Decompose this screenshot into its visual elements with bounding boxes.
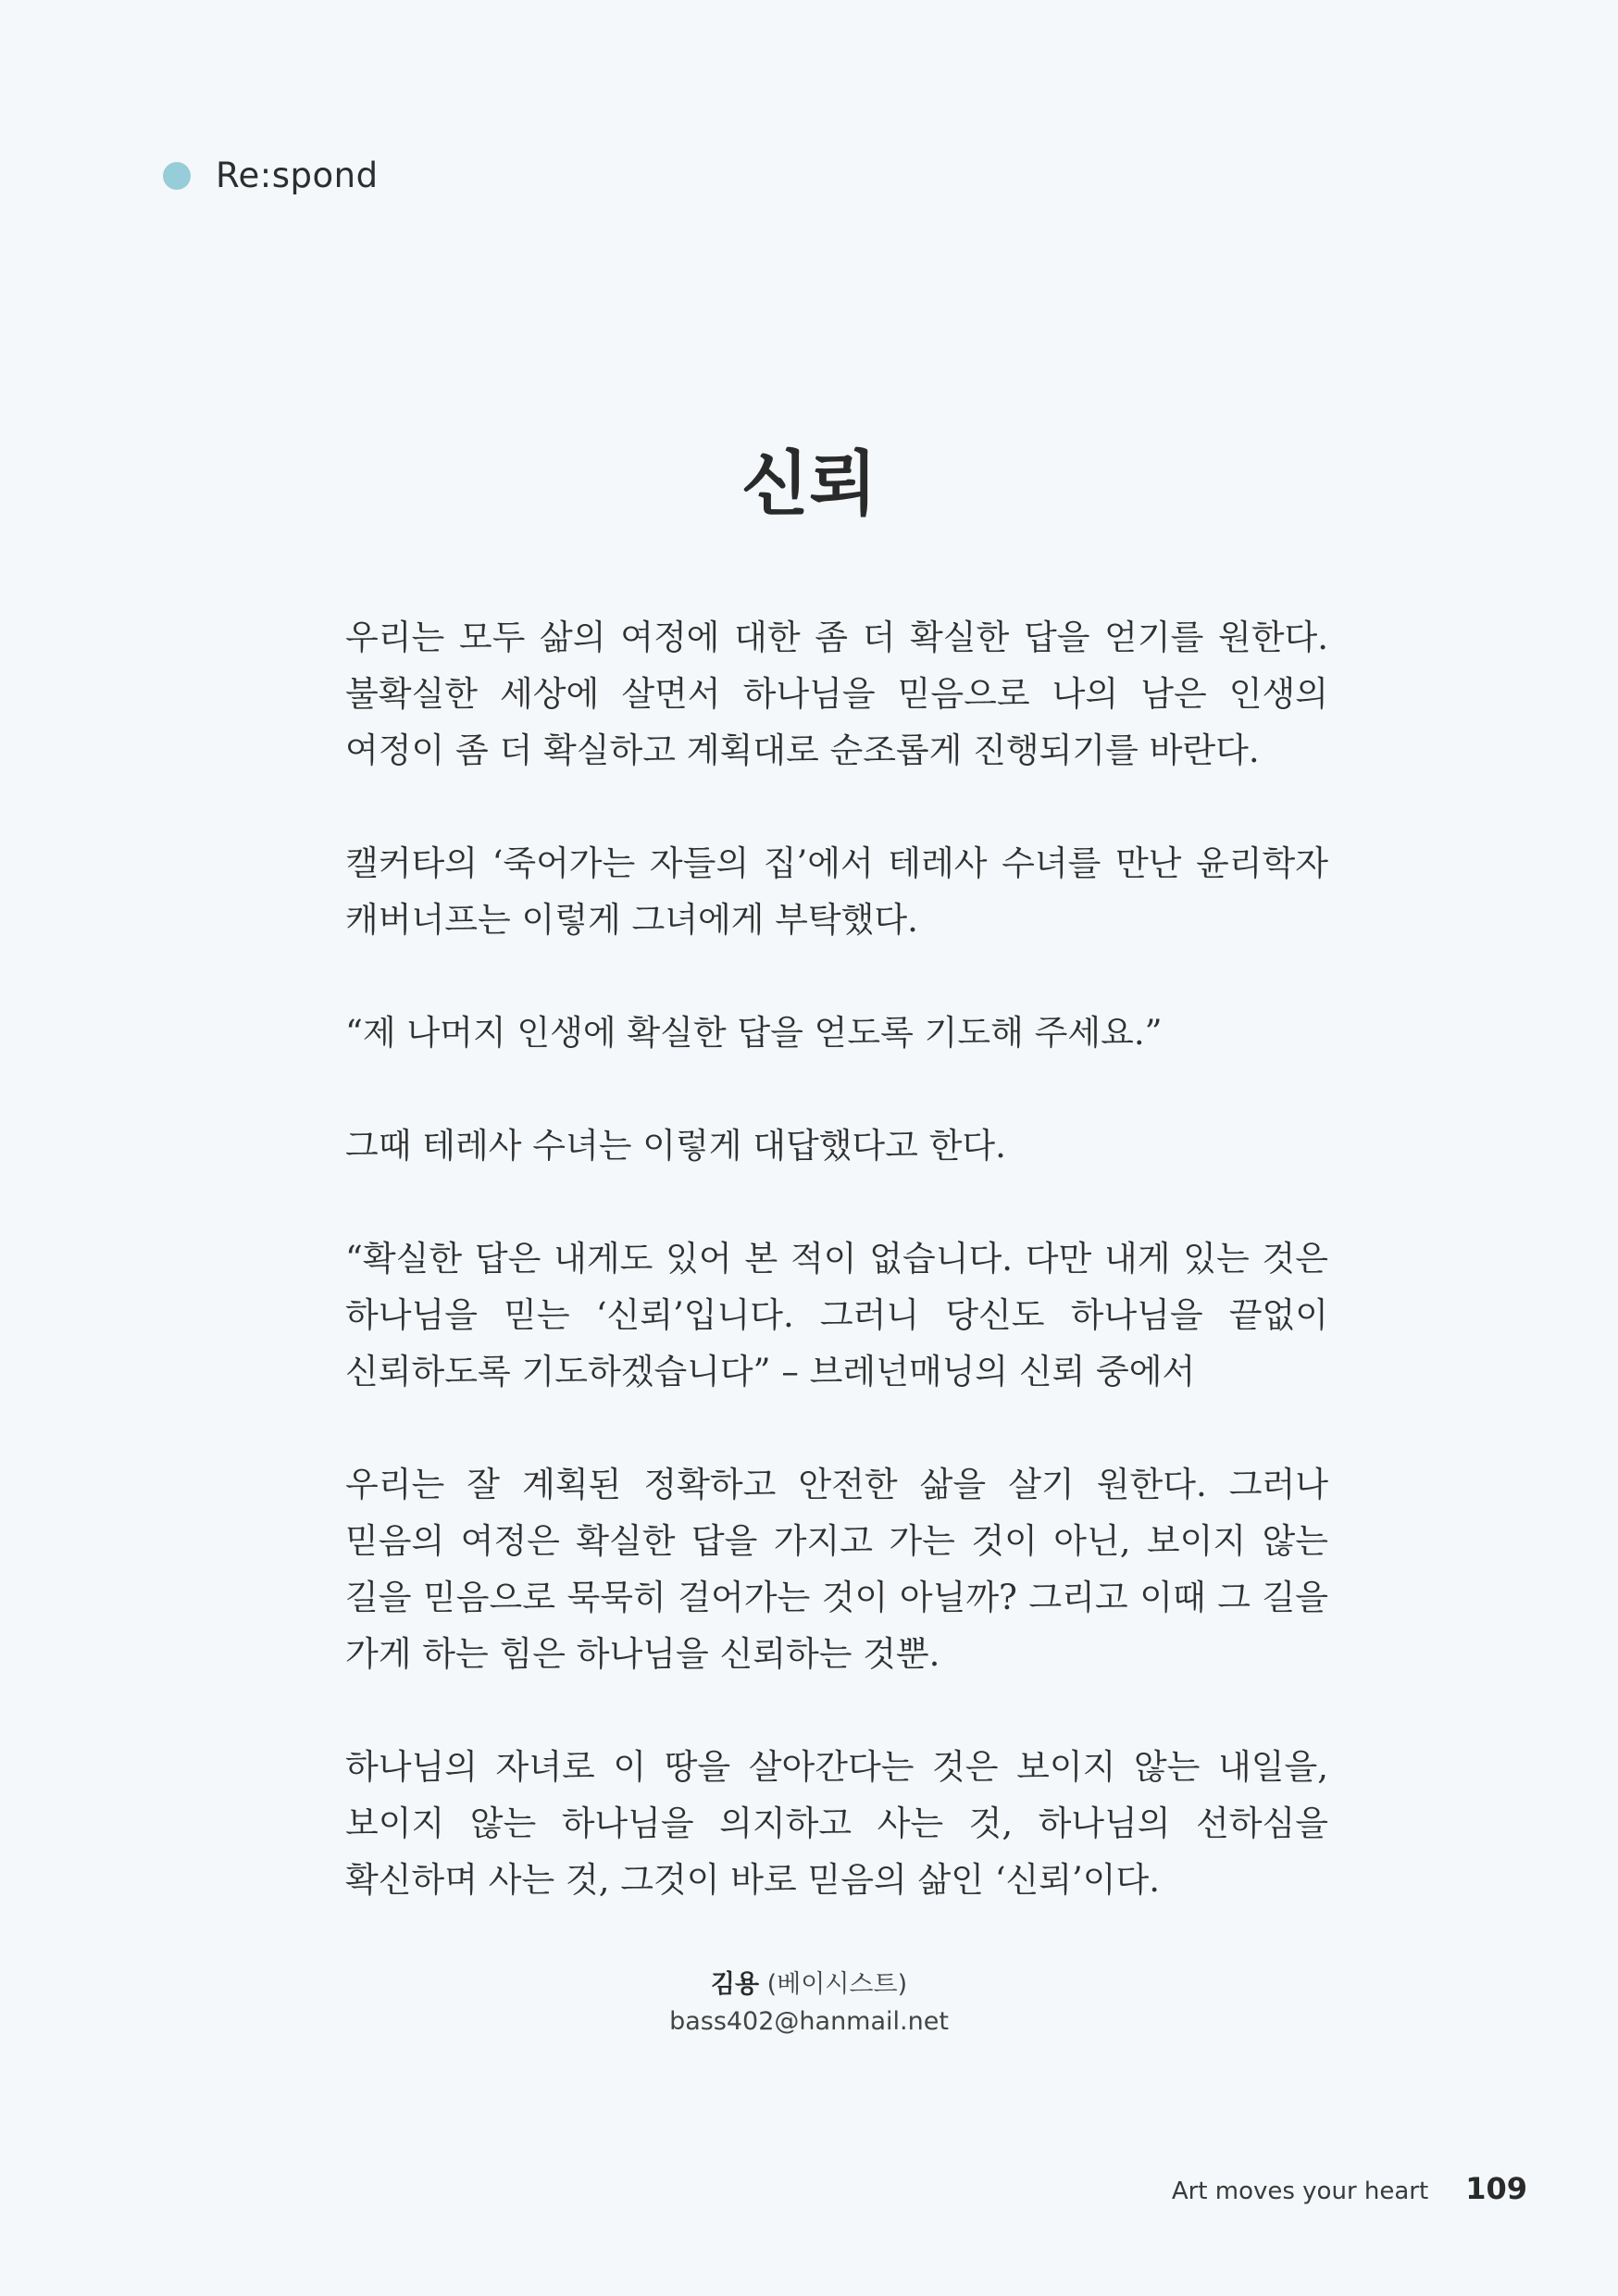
- section-label: Re:spond: [216, 156, 379, 195]
- paragraph: 우리는 잘 계획된 정확하고 안전한 삶을 살기 원한다. 그러나 믿음의 여정은 확실한 답을 가지고 가는 것이 아닌, 보이지 않는 길을 믿음으로 묵묵히 걸어가는 것이 아닐까? 그리고 이때 그 길을 가게 하는 힘은 하나님을 신뢰하는 것뿐.: [345, 1465, 1328, 1674]
- paragraph: 우리는 모두 삶의 여정에 대한 좀 더 확실한 답을 얻기를 원한다. 불확실한 세상에 살면서 하나님을 믿음으로 나의 남은 인생의 여정이 좀 더 확실하고 계획대로 순조롭게 진행되기를 바란다.: [345, 618, 1328, 770]
- page-title: 신뢰: [741, 443, 877, 525]
- author-credit: [0, 1966, 1618, 2040]
- paragraph: 캘커타의 ‘죽어가는 자들의 집’에서 테레사 수녀를 만난 윤리학자 캐버너프는 이렇게 그녀에게 부탁했다.: [345, 843, 1328, 940]
- page-footer: [1172, 2171, 1527, 2206]
- page-number: 109: [1465, 2171, 1527, 2206]
- footer-tagline: Art moves your heart: [1171, 2177, 1429, 2205]
- paragraph: 하나님의 자녀로 이 땅을 살아간다는 것은 보이지 않는 내일을, 보이지 않는 하나님을 의지하고 사는 것, 하나님의 선하심을 확신하며 사는 것, 그것이 바로 믿음의 삶인 ‘신뢰’이다.: [345, 1747, 1328, 1900]
- author-name: 김용: [710, 1970, 760, 1999]
- section-tag: [163, 156, 379, 195]
- paragraph: “확실한 답은 내게도 있어 본 적이 없습니다. 다만 내게 있는 것은 하나님을 믿는 ‘신뢰’입니다. 그러니 당신도 하나님을 끝없이 신뢰하도록 기도하겠습니다” – 브레넌매닝의 신뢰 중에서: [345, 1239, 1328, 1391]
- author-role: (베이시스트): [766, 1970, 908, 1999]
- paragraph: 그때 테레사 수녀는 이렇게 대답했다고 한다.: [345, 1126, 1006, 1166]
- author-email: bass402@hanmail.net: [669, 2007, 949, 2036]
- article-body: [345, 609, 1328, 1965]
- section-dot-icon: [163, 162, 191, 190]
- paragraph: “제 나머지 인생에 확실한 답을 얻도록 기도해 주세요.”: [345, 1013, 1163, 1053]
